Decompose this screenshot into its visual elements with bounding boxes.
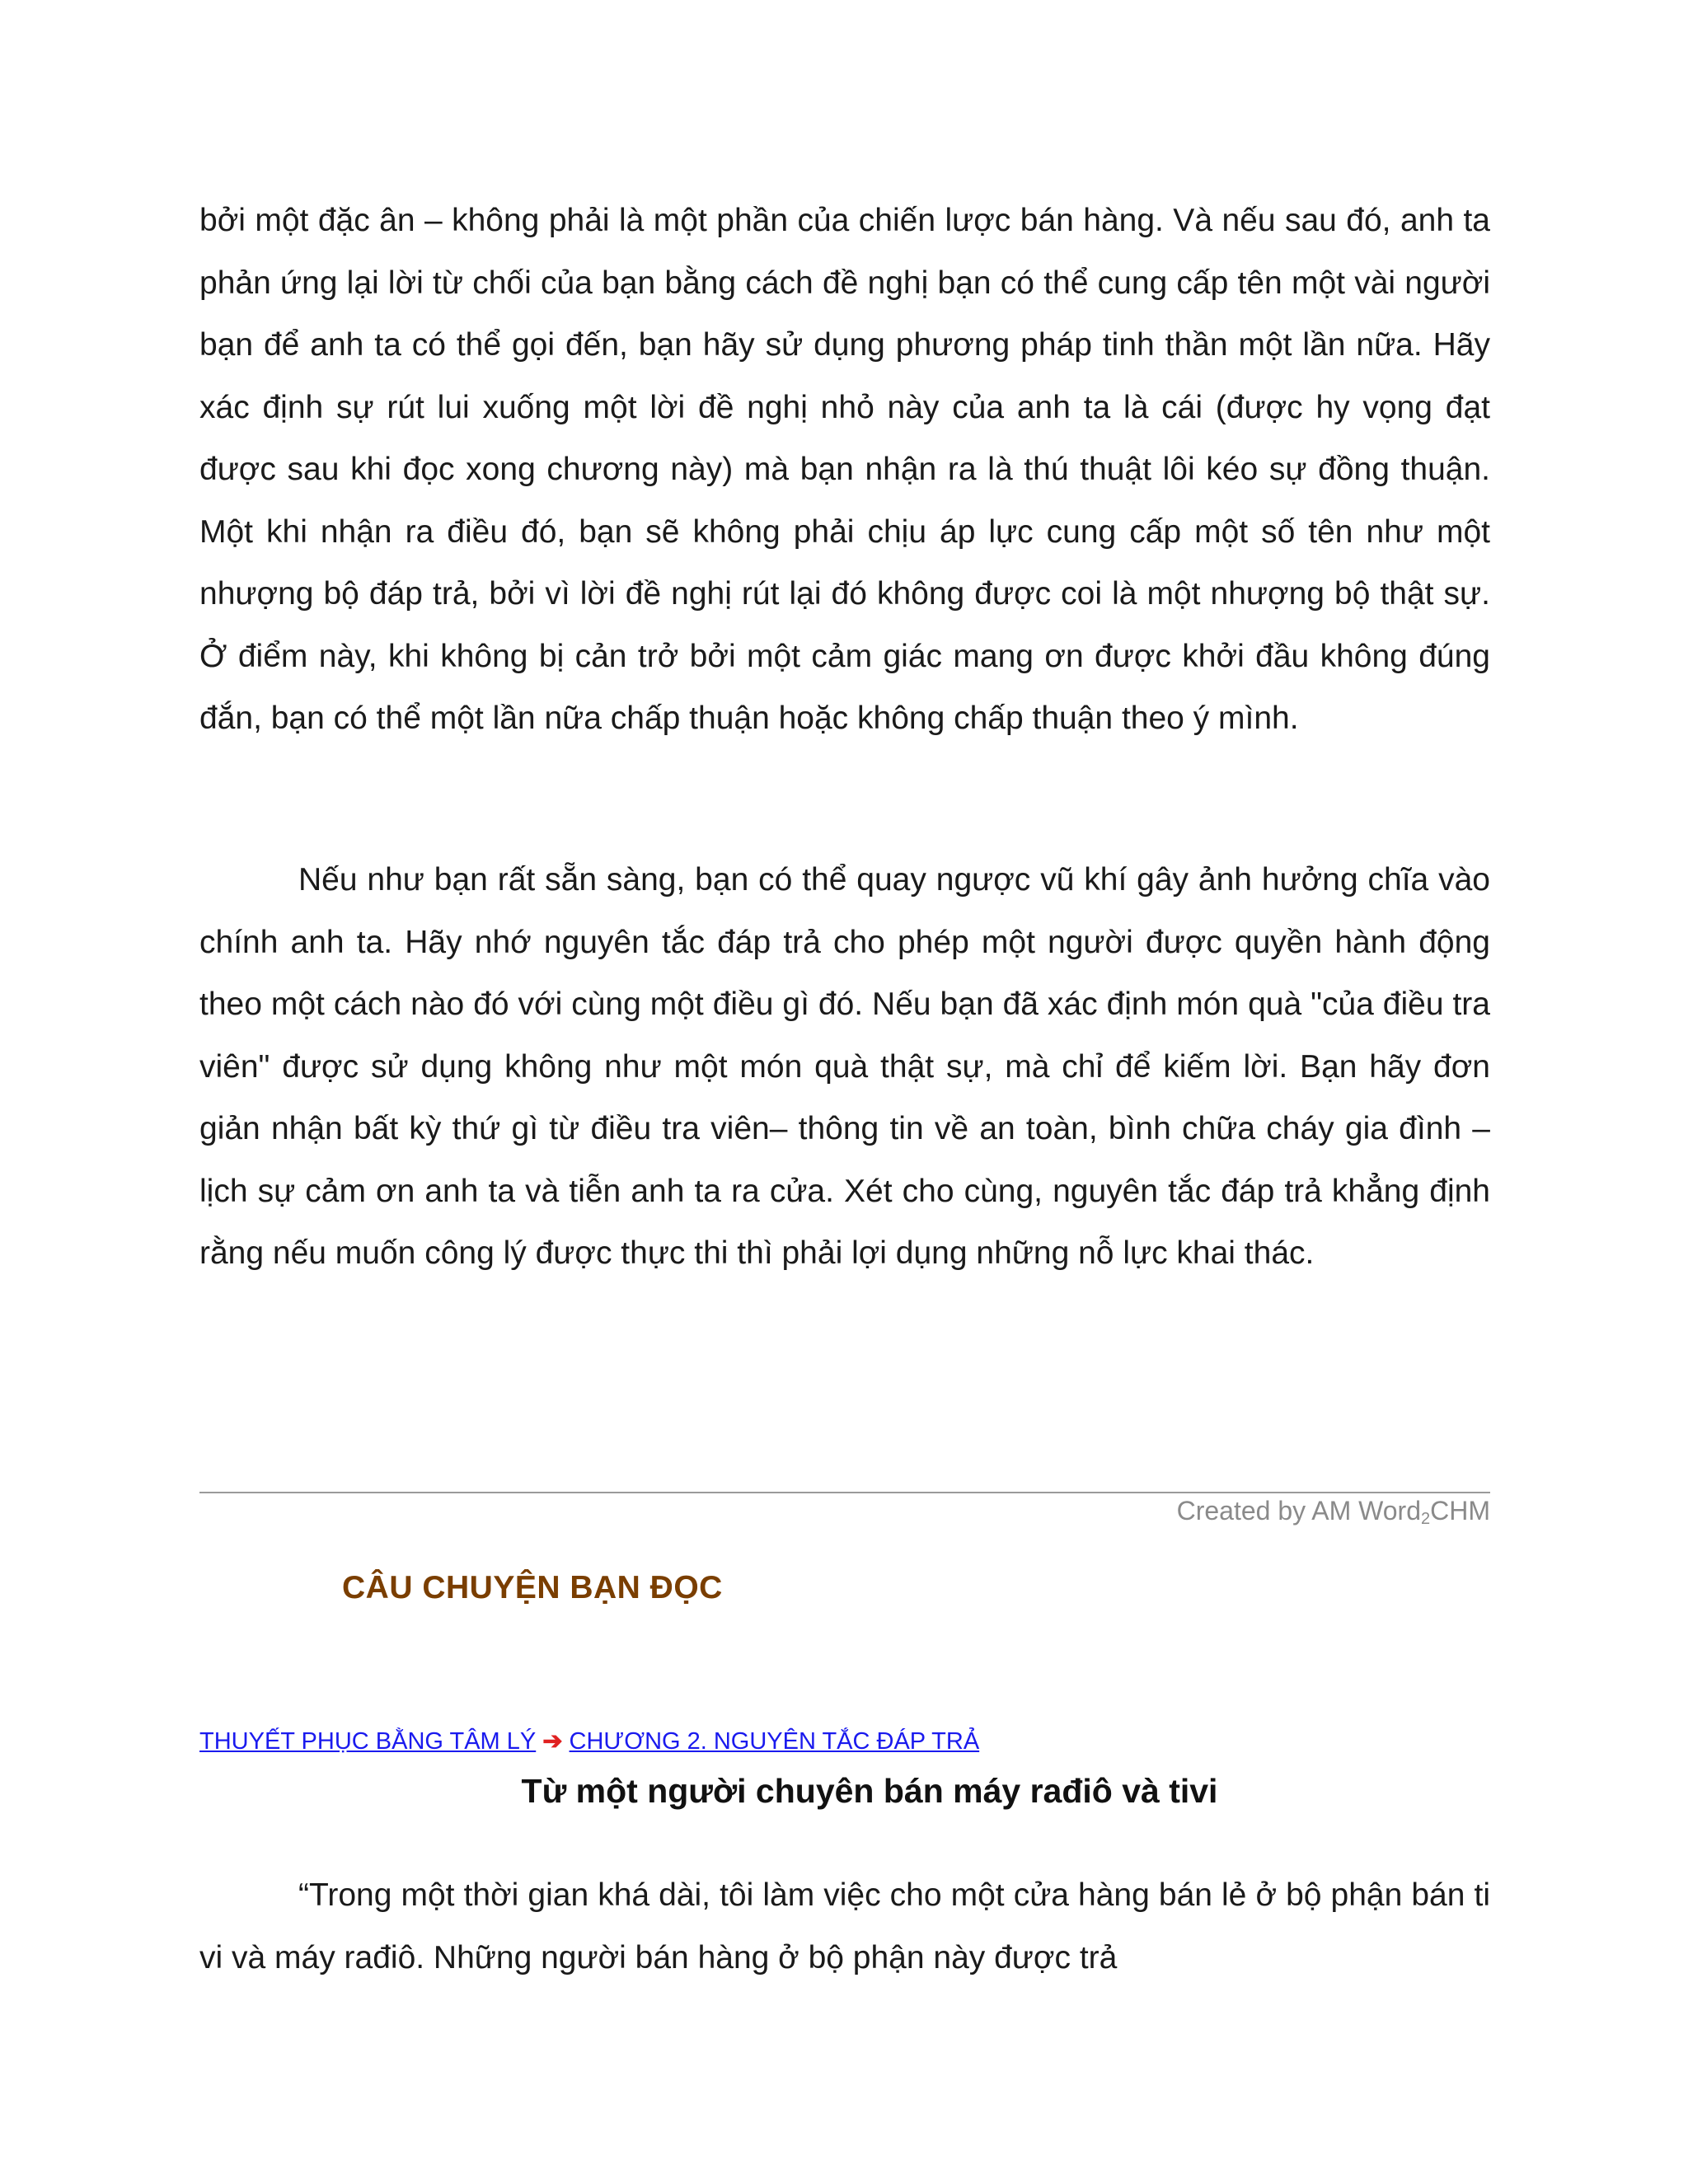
credit-line [1177,1496,1490,1529]
credit-subscript: 2 [1421,1510,1431,1528]
arrow-right-icon: ➔ [542,1728,563,1755]
section-heading: CÂU CHUYỆN BẠN ĐỌC [342,1570,723,1605]
breadcrumb [199,1727,979,1755]
body-paragraph-3: “Trong một thời gian khá dài, tôi làm việc cho một cửa hàng bán lẻ ở bộ phận bán ti vi và máy rađiô. Những người bán hàng ở bộ phận này được trả [199,1877,1490,1975]
credit-prefix: Created by AM Word [1176,1496,1421,1526]
breadcrumb-link-chapter[interactable]: CHƯƠNG 2. NGUYÊN TẮC ĐÁP TRẢ [569,1728,980,1755]
breadcrumb-link-book[interactable]: THUYẾT PHỤC BẰNG TÂM LÝ [199,1728,537,1755]
story-title: Từ một người chuyên bán máy rađiô và tivi [521,1772,1218,1810]
footer-divider [199,1492,1490,1493]
credit-suffix: CHM [1430,1496,1490,1526]
body-paragraph-1: bởi một đặc ân – không phải là một phần của chiến lược bán hàng. Và nếu sau đó, anh ta phản ứng lại lời từ chối của bạn bằng cách đề nghị bạn có thể cung cấp tên một vài người bạn để anh ta có thể gọi đến, bạn hãy sử dụng phương pháp tinh thần một lần nữa. Hãy xác định sự rút lui xuống một lời đề nghị nhỏ này của anh ta là cái (được hy vọng đạt được sau khi đọc xong chương này) mà bạn nhận ra là thú thuật lôi kéo sự đồng thuận. Một khi nhận ra điều đó, bạn sẽ không phải chịu áp lực cung cấp một số tên như một nhượng bộ đáp trả, bởi vì lời đề nghị rút lại đó không được coi là một nhượng bộ thật sự. Ở điểm này, khi không bị cản trở bởi một cảm giác mang ơn được khởi đầu không đúng đắn, bạn có thể một lần nữa chấp thuận hoặc không chấp thuận theo ý mình. [199,203,1490,736]
body-paragraph-2: Nếu như bạn rất sẵn sàng, bạn có thể quay ngược vũ khí gây ảnh hưởng chĩa vào chính anh ta. Hãy nhớ nguyên tắc đáp trả cho phép một người được quyền hành động theo một cách nào đó với cùng một điều gì đó. Nếu bạn đã xác định món quà "của điều tra viên" được sử dụng không như một món quà thật sự, mà chỉ để kiếm lời. Bạn hãy đơn giản nhận bất kỳ thứ gì từ điều tra viên– thông tin về an toàn, bình chữa cháy gia đình – lịch sự cảm ơn anh ta và tiễn anh ta ra cửa. Xét cho cùng, nguyên tắc đáp trả khẳng định rằng nếu muốn công lý được thực thi thì phải lợi dụng những nỗ lực khai thác. [199,862,1490,1271]
